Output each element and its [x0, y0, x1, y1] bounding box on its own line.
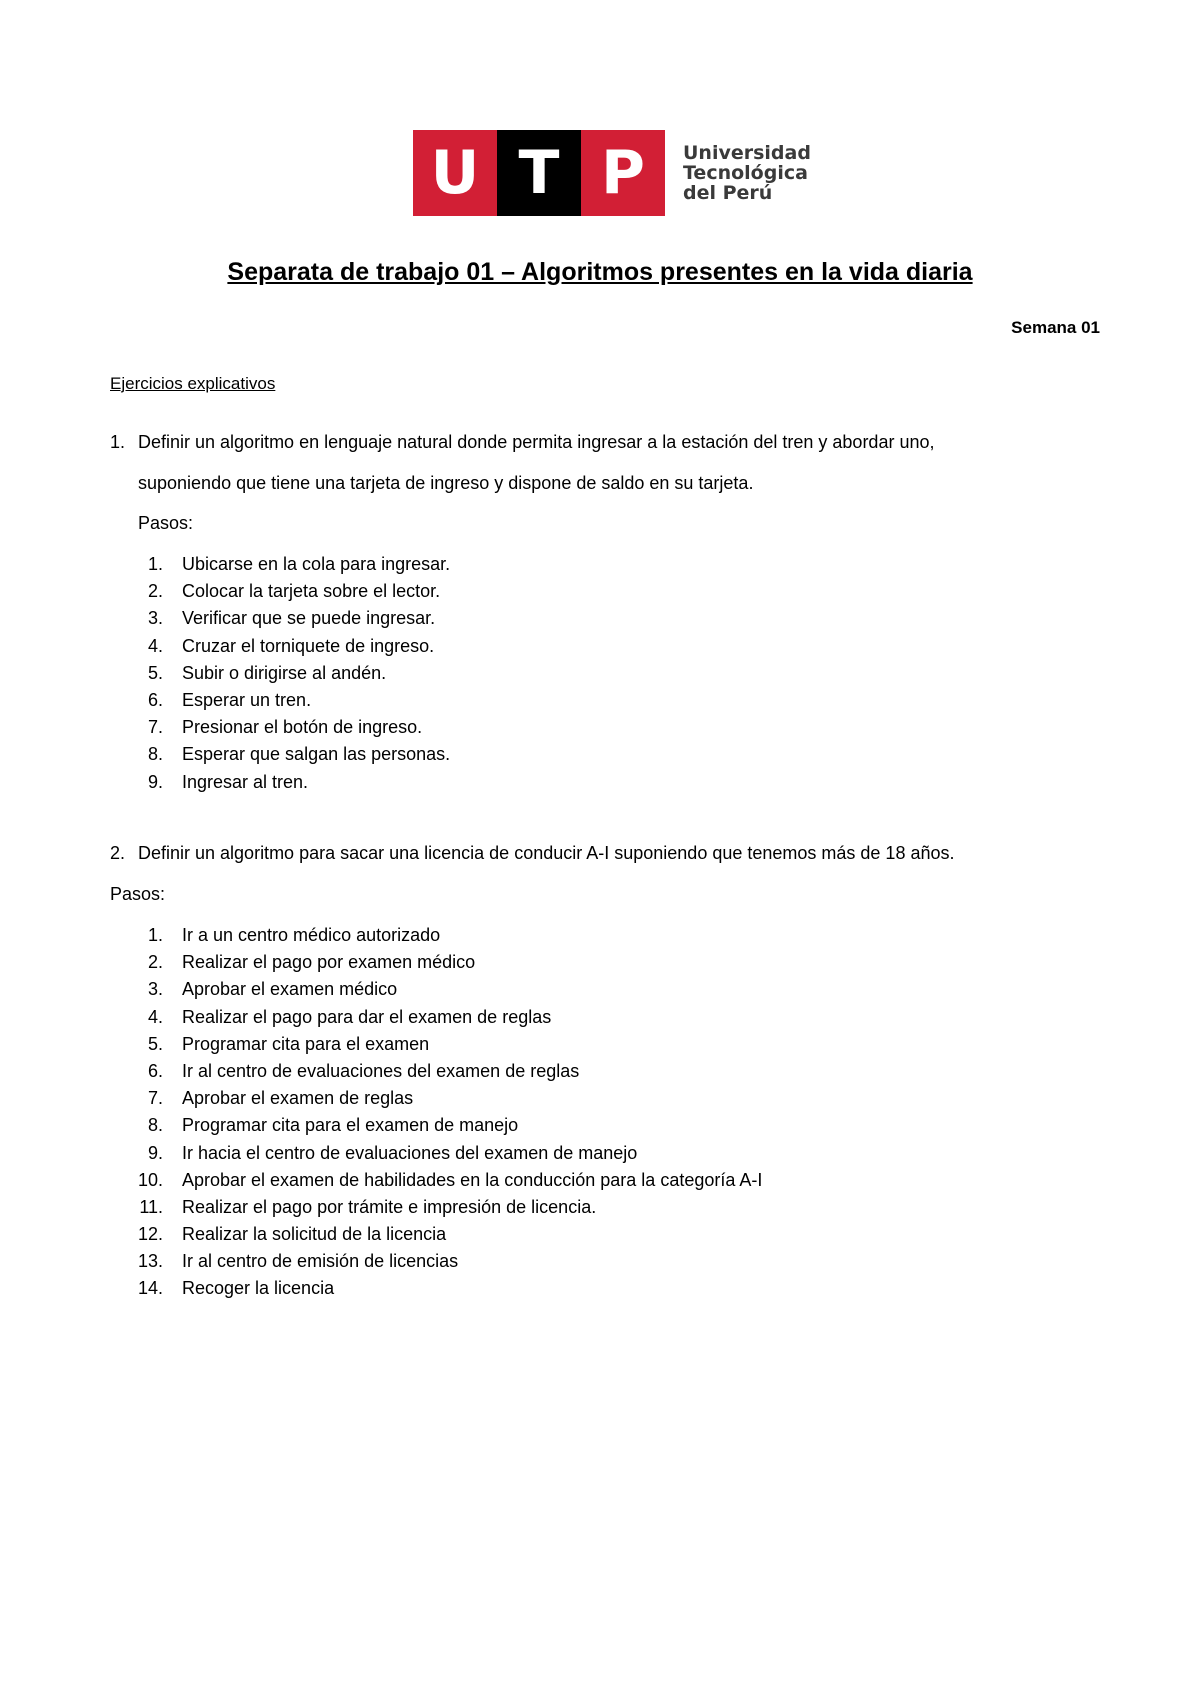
step-text: Aprobar el examen de habilidades en la conducción para la categoría A-I — [182, 1169, 763, 1190]
step-number: 10. — [137, 1169, 163, 1190]
list-item — [0, 1004, 1200, 1031]
step-text: Ir hacia el centro de evaluaciones del examen de manejo — [182, 1142, 638, 1163]
list-item — [0, 922, 1200, 949]
list-item — [0, 1058, 1200, 1085]
step-number: 9. — [147, 1142, 163, 1163]
list-item — [0, 1248, 1200, 1275]
step-number: 11. — [139, 1196, 163, 1217]
step-number: 7. — [147, 1088, 163, 1109]
list-item — [0, 1031, 1200, 1058]
step-text: Ir al centro de emisión de licencias — [182, 1251, 459, 1272]
list-item — [0, 660, 1200, 687]
step-number: 1. — [147, 554, 163, 574]
step-text: Subir o dirigirse al andén. — [182, 662, 387, 683]
university-name-line-1: Universidad — [683, 142, 811, 164]
exercise-2-number: 2. — [110, 843, 126, 863]
step-text: Programar cita para el examen de manejo — [182, 1115, 519, 1136]
list-item — [0, 1275, 1200, 1302]
step-number: 14. — [137, 1278, 163, 1299]
logo-letter-u: U — [413, 130, 497, 216]
exercise-1-number: 1. — [110, 432, 126, 452]
list-item — [0, 1167, 1200, 1194]
step-number: 6. — [147, 689, 163, 710]
step-number: 3. — [147, 979, 163, 1000]
list-item — [0, 578, 1200, 605]
step-number: 4. — [147, 1006, 163, 1027]
step-text: Esperar que salgan las personas. — [182, 744, 451, 765]
step-text: Presionar el botón de ingreso. — [182, 717, 423, 738]
step-text: Realizar el pago para dar el examen de reglas — [182, 1006, 552, 1027]
step-text: Realizar la solicitud de la licencia — [182, 1224, 447, 1245]
exercise-1-steps — [0, 551, 1200, 796]
step-text: Verificar que se puede ingresar. — [182, 608, 436, 629]
list-item — [0, 551, 1200, 578]
list-item — [0, 741, 1200, 768]
list-item — [0, 1085, 1200, 1112]
logo-letter-t: T — [497, 130, 581, 216]
list-item — [0, 714, 1200, 741]
step-text: Ingresar al tren. — [182, 771, 309, 792]
list-item — [0, 1194, 1200, 1221]
step-number: 2. — [147, 581, 163, 602]
step-text: Ir al centro de evaluaciones del examen de reglas — [182, 1060, 580, 1081]
step-text: Aprobar el examen de reglas — [182, 1088, 414, 1109]
list-item — [0, 976, 1200, 1003]
step-number: 8. — [147, 1115, 163, 1136]
list-item — [0, 949, 1200, 976]
step-number: 13. — [137, 1251, 163, 1272]
section-heading: Ejercicios explicativos — [110, 374, 276, 393]
university-name — [683, 143, 811, 203]
step-text: Aprobar el examen médico — [182, 979, 398, 1000]
exercise-1-steps-label: Pasos: — [138, 513, 194, 533]
step-number: 7. — [147, 717, 163, 738]
step-text: Realizar el pago por trámite e impresión de licencia. — [182, 1196, 597, 1217]
exercise-2-steps — [0, 922, 1200, 1303]
step-number: 5. — [147, 1033, 163, 1054]
utp-logo — [413, 130, 811, 216]
exercise-1-line-2: suponiendo que tiene una tarjeta de ingreso y dispone de saldo en su tarjeta. — [138, 473, 754, 493]
list-item — [0, 633, 1200, 660]
list-item — [0, 1112, 1200, 1139]
step-number: 5. — [147, 662, 163, 683]
step-number: 2. — [147, 952, 163, 973]
document-title: Separata de trabajo 01 – Algoritmos presentes en la vida diaria — [227, 258, 973, 286]
step-text: Ir a un centro médico autorizado — [182, 925, 441, 945]
step-text: Esperar un tren. — [182, 689, 312, 710]
exercise-1-line-1: Definir un algoritmo en lenguaje natural donde permita ingresar a la estación del tren y abordar uno, — [138, 432, 935, 452]
step-number: 3. — [147, 608, 163, 629]
university-name-line-3: del Perú — [683, 182, 773, 204]
step-text: Realizar el pago por examen médico — [182, 952, 476, 973]
step-number: 8. — [147, 744, 163, 765]
step-text: Ubicarse en la cola para ingresar. — [182, 554, 451, 574]
exercise-2-steps-label: Pasos: — [110, 884, 166, 904]
step-text: Cruzar el torniquete de ingreso. — [182, 635, 435, 656]
step-text: Recoger la licencia — [182, 1278, 335, 1299]
list-item — [0, 1140, 1200, 1167]
university-name-line-2: Tecnológica — [683, 162, 808, 184]
step-number: 9. — [147, 771, 163, 792]
list-item — [0, 687, 1200, 714]
list-item — [0, 605, 1200, 632]
week-label: Semana 01 — [1011, 318, 1100, 337]
step-number: 6. — [147, 1060, 163, 1081]
exercise-2-line-1: Definir un algoritmo para sacar una licencia de conducir A-I suponiendo que tenemos más de 18 años. — [138, 843, 955, 863]
step-number: 1. — [147, 925, 163, 945]
list-item — [0, 1221, 1200, 1248]
step-number: 12. — [137, 1224, 163, 1245]
step-text: Colocar la tarjeta sobre el lector. — [182, 581, 441, 602]
logo-letter-p: P — [581, 130, 665, 216]
list-item — [0, 769, 1200, 796]
step-number: 4. — [147, 635, 163, 656]
step-text: Programar cita para el examen — [182, 1033, 430, 1054]
